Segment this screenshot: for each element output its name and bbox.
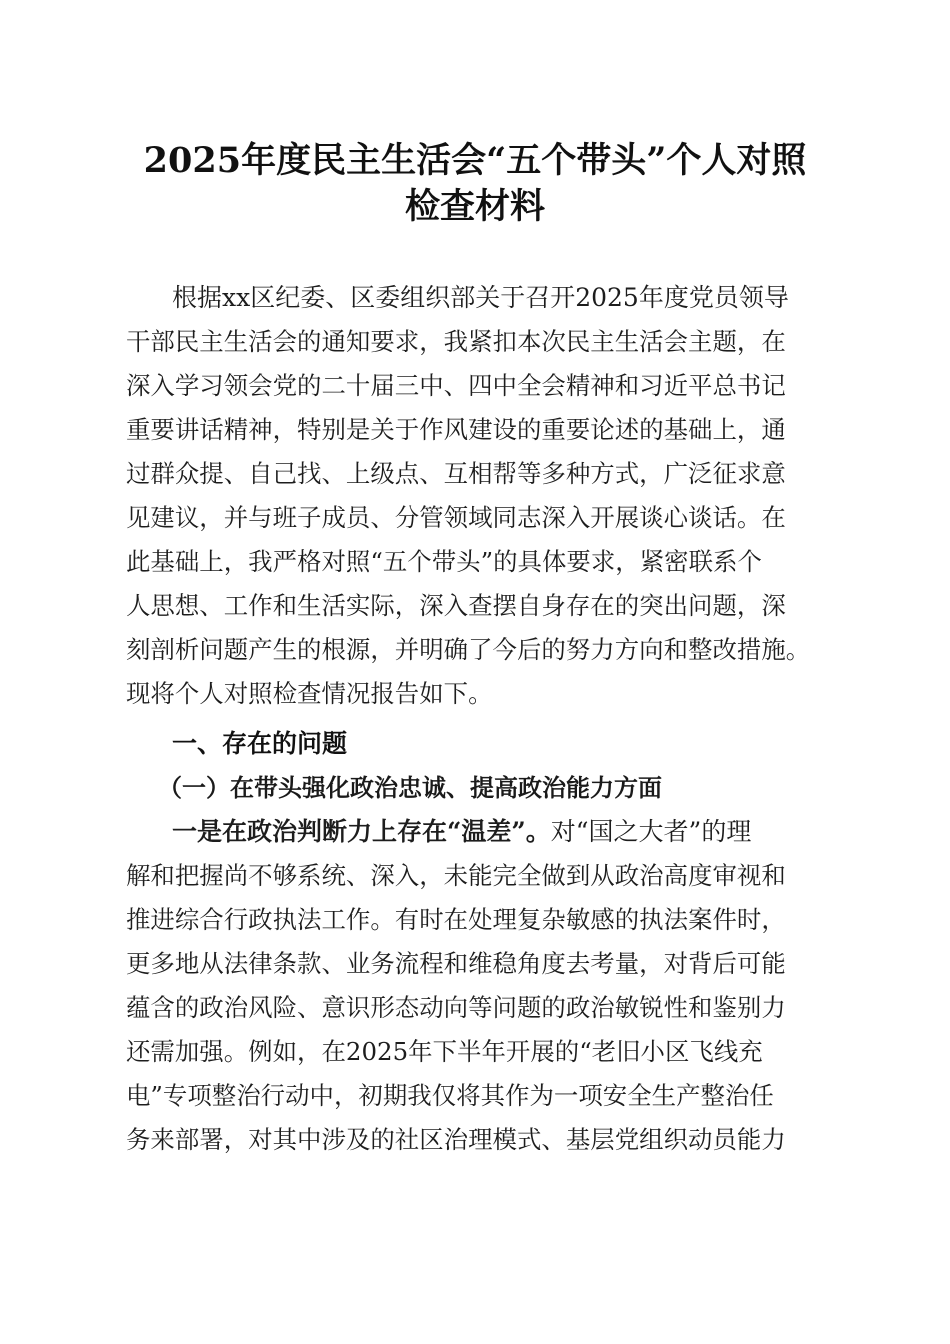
point-line: 解和把握尚不够系统、深入，未能完全做到从政治高度审视和 xyxy=(126,861,786,890)
point-line: 推进综合行政执法工作。有时在处理复杂敏感的执法案件时， xyxy=(126,905,786,934)
point-line: 蕴含的政治风险、意识形态动向等问题的政治敏锐性和鉴别力 xyxy=(126,993,786,1022)
point-line: 电”专项整治行动中，初期我仅将其作为一项安全生产整治任 xyxy=(126,1081,774,1110)
intro-line: 见建议，并与班子成员、分管领域同志深入开展谈心谈话。在 xyxy=(126,503,786,532)
intro-line: 刻剖析问题产生的根源，并明确了今后的努力方向和整改措施。 xyxy=(126,635,811,664)
point-lead-rest: 对“国之大者”的理 xyxy=(550,817,752,846)
intro-line: 干部民主生活会的通知要求，我紧扣本次民主生活会主题，在 xyxy=(126,327,786,356)
point-line: 务来部署，对其中涉及的社区治理模式、基层党组织动员能力 xyxy=(126,1125,786,1154)
intro-line: 过群众提、自己找、上级点、互相帮等多种方式，广泛征求意 xyxy=(126,459,786,488)
intro-line: 此基础上，我严格对照“五个带头”的具体要求，紧密联系个 xyxy=(126,547,762,576)
document-title-line-2: 检查材料 xyxy=(404,186,545,227)
point-first-line xyxy=(172,810,751,854)
intro-line: 现将个人对照检查情况报告如下。 xyxy=(126,679,493,708)
subsection-heading: （一）在带头强化政治忠诚、提高政治能力方面 xyxy=(158,773,662,802)
document-title-line-1: 2025年度民主生活会“五个带头”个人对照 xyxy=(143,140,807,181)
point-line: 还需加强。例如，在2025年下半年开展的“老旧小区飞线充 xyxy=(126,1037,763,1066)
intro-line: 重要讲话精神，特别是关于作风建设的重要论述的基础上，通 xyxy=(126,415,786,444)
intro-line: 根据xx区纪委、区委组织部关于召开2025年度党员领导 xyxy=(172,283,789,312)
section-heading: 一、存在的问题 xyxy=(172,729,348,758)
intro-line: 深入学习领会党的二十届三中、四中全会精神和习近平总书记 xyxy=(126,371,786,400)
point-line: 更多地从法律条款、业务流程和维稳角度去考量，对背后可能 xyxy=(126,949,786,978)
intro-line: 人思想、工作和生活实际，深入查摆自身存在的突出问题，深 xyxy=(126,591,786,620)
point-lead: 一是在政治判断力上存在“温差”。 xyxy=(172,817,551,846)
